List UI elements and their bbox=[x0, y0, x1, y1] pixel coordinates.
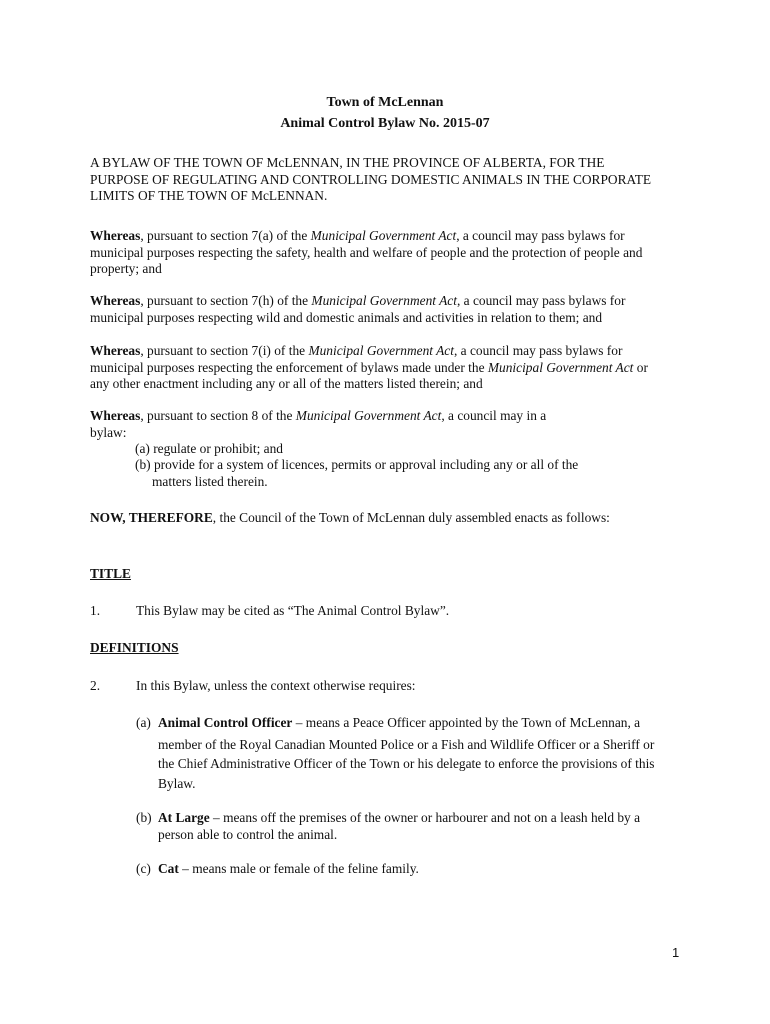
act-name: Municipal Government Act bbox=[295, 408, 442, 423]
list-item-a: (a) regulate or prohibit; and bbox=[135, 441, 283, 456]
town-title: Town of McLennan bbox=[326, 95, 444, 110]
whereas-clause-4: Whereas, pursuant to section 8 of the Municipal Government Act, a council may in a bylaw: bbox=[90, 408, 547, 440]
section-number: 1. bbox=[90, 603, 101, 618]
section-number: 2. bbox=[90, 678, 101, 693]
act-name: Municipal Government Act bbox=[310, 228, 457, 243]
definition-term: At Large bbox=[158, 810, 210, 825]
whereas-word: Whereas bbox=[90, 293, 141, 308]
preamble-line-2: PURPOSE OF REGULATING AND CONTROLLING DOMESTIC ANIMALS IN THE CORPORATE bbox=[90, 171, 652, 187]
definition-label: (c) bbox=[136, 861, 151, 876]
document-page: Town of McLennan Animal Control Bylaw No. 2015-07 A BYLAW OF THE TOWN OF McLENNAN, IN THE PROVINCE OF ALBERTA, FOR THE PURPOSE OF REGULATING AND CONTROLLING DOMESTIC ANIMALS IN THE CORPORATE LIMITS OF THE TOWN OF McLENNAN. Whereas, pursuant to section 7(a) of the Municipal Government Act, a council may pass bylaws for municipal purposes respecting the safety, health and welfare of people and the protection of people and property; and Whereas, pursuant to section 7(h) of the Municipal Government Act, a council may pass bylaws for municipal purposes respecting wild and domestic animals and activities in relation to them; and Whereas, pursuant to section 7(i) of the Municipal Government Act, a council may pass bylaws for municipal purposes respecting the enforcement of bylaws made under the Municipal Government Act or any other enactment including any or all of the matters listed therein; and Whereas, pursuant to section 8 of the Municipal Government Act, a council may in a bylaw: (a) regulate or prohibit; and (b) provide for a system of licences, permits or approval including any or all of the matters listed therein. NOW, THEREFORE, the Council of the Town of McLennan duly assembled enacts as follows: TITLE 1. This Bylaw may be cited as “The Animal Control Bylaw”. DEFINITIONS 2. In this Bylaw, unless the context otherwise requires: (a) Animal Control Officer – means a Peace Officer appointed by the Town of McLennan, a member of the Royal Canadian Mounted Police or a Fish and Wildlife Officer or a Sheriff or the Chief Administrative Officer of the Town or his delegate to enforce the provisions of this Bylaw. (b) At Large – means off the premises of the owner or harbourer and not on a leash held by a person able to control the animal. (c) Cat – means male or female of the feline family. bbox=[90, 0, 680, 1024]
act-name: Municipal Government Act bbox=[487, 359, 634, 375]
definitions-intro: In this Bylaw, unless the context otherwise requires: bbox=[136, 678, 416, 693]
act-name: Municipal Government Act bbox=[308, 343, 454, 358]
preamble-line-3: LIMITS OF THE TOWN OF McLENNAN. bbox=[90, 188, 328, 204]
act-name: Municipal Government Act bbox=[311, 293, 457, 308]
page-number: 1 bbox=[672, 945, 680, 960]
preamble-line-1: A BYLAW OF THE TOWN OF McLENNAN, IN THE PROVINCE OF ALBERTA, FOR THE bbox=[90, 155, 605, 170]
whereas-clause-1: Whereas, pursuant to section 7(a) of the Municipal Government Act, a council may pass bylaws for municipal purposes respecting the safety, health and welfare of people and the protection of people and property; and bbox=[90, 228, 643, 277]
whereas-clause-2: Whereas, pursuant to section 7(h) of the Municipal Government Act, a council may pass bylaws for municipal purposes respecting wild and domestic animals and activities in relation to them; and bbox=[90, 293, 626, 325]
definition-term: Animal Control Officer bbox=[158, 715, 293, 730]
title-section-text: This Bylaw may be cited as “The Animal Control Bylaw”. bbox=[136, 603, 450, 618]
title-heading: TITLE bbox=[90, 566, 131, 581]
bylaw-title: Animal Control Bylaw No. 2015-07 bbox=[280, 116, 490, 131]
definition-label: (a) bbox=[136, 715, 151, 730]
whereas-word: Whereas bbox=[90, 228, 141, 243]
whereas-clause-3: Whereas, pursuant to section 7(i) of the Municipal Government Act, a council may pass bylaws for municipal purposes respecting the enforcement of bylaws made under the Municipal Government Act or any other enactment including any or all of the matters listed therein; and bbox=[90, 343, 648, 392]
enactment-clause: NOW, THEREFORE, the Council of the Town of McLennan duly assembled enacts as follows: bbox=[90, 510, 610, 525]
whereas-word: Whereas bbox=[90, 408, 141, 423]
definitions-heading: DEFINITIONS bbox=[90, 640, 179, 655]
definition-term: Cat bbox=[158, 861, 179, 876]
list-item-b: (b) provide for a system of licences, permits or approval including any or all of the bbox=[135, 457, 579, 472]
list-item-b-cont: matters listed therein. bbox=[152, 474, 268, 489]
preamble bbox=[90, 155, 680, 205]
whereas-word: Whereas bbox=[90, 343, 141, 358]
definition-label: (b) bbox=[136, 810, 152, 825]
